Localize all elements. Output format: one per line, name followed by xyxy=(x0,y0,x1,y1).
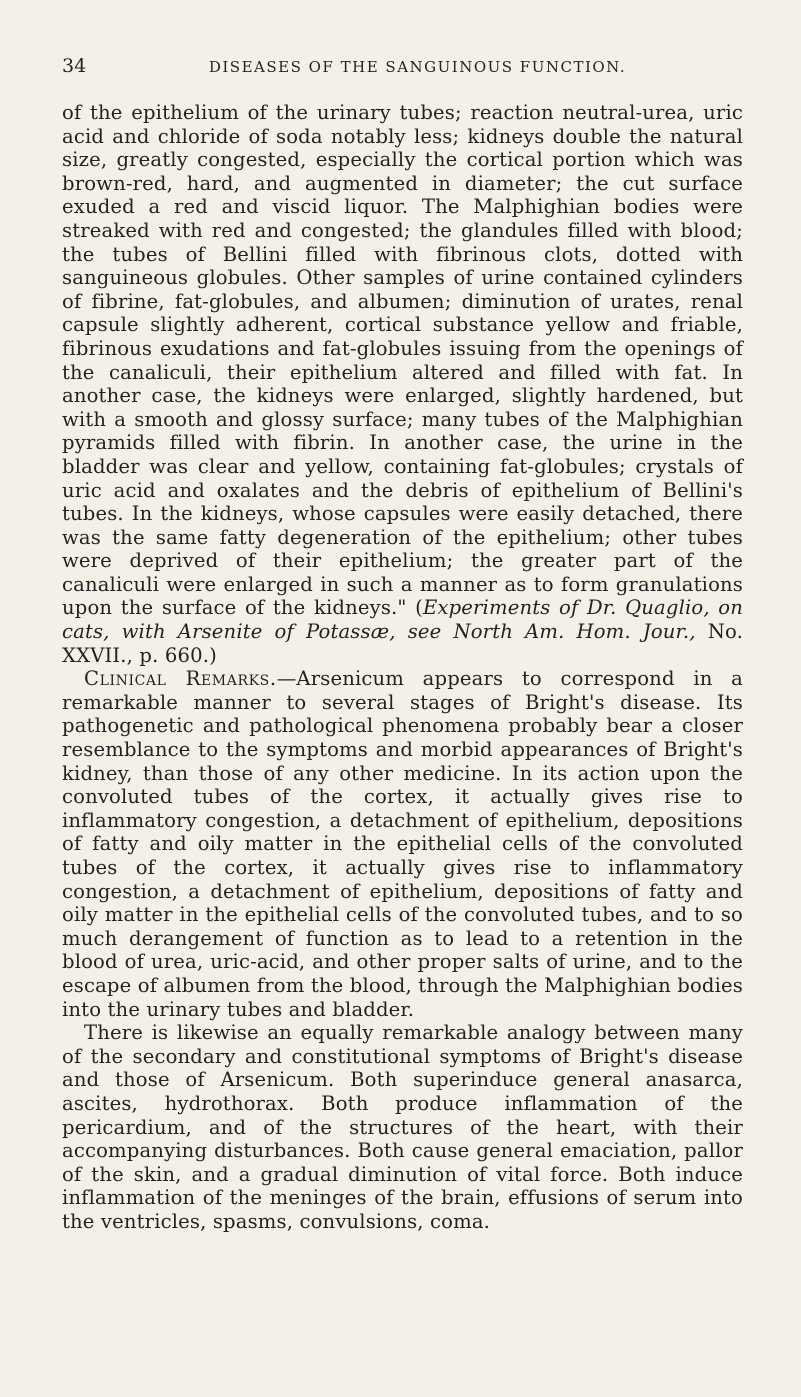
body-text xyxy=(62,101,743,1234)
citation-end: No. XXVII., p. 660.) xyxy=(62,620,743,667)
running-title: DISEASES OF THE SANGUINOUS FUNCTION. xyxy=(208,58,627,76)
paragraph-clinical-remarks xyxy=(62,667,743,1021)
paragraph-text: of the epithelium of the urinary tubes; reaction neutral-urea, uric acid and chloride of soda notably less; kidneys double the natural size, greatly congested, especially the cortical portion which was brown-red, hard, and augmented in diameter; the cut surface exuded a red and viscid liquor. The Malphighian bodies were streaked with red and congested; the glandules filled with blood; the tubes of Bellini filled with fibrinous clots, dotted with sanguineous globules. Other samples of urine contained cylinders of fibrine, fat-globules, and albumen; diminution of urates, renal capsule slightly adherent, cortical substance yellow and friable, fibrinous exudations and fat-globules issuing from the openings of the canaliculi, their epithelium altered and filled with fat. In another case, the kidneys were enlarged, slightly hardened, but with a smooth and glossy surface; many tubes of the Malphighian pyramids filled with fibrin. In another case, the urine in the bladder was clear and yellow, containing fat-globules; crystals of uric acid and oxalates and the debris of epithelium of Bellini's tubes. In the kidneys, whose capsules were easily detached, there was the same fatty degeneration of the epithelium; other tubes were deprived of their epithelium; the greater part of the canaliculi were enlarged in such a manner as to form granulations upon the surface of the kidneys." ( xyxy=(62,101,743,620)
citation: Experiments of Dr. Quaglio, on cats, with Arsenite of Potassæ, see North Am. Hom. Jour., xyxy=(62,596,744,644)
paragraph-text: There is likewise an equally remarkable analogy between many of the secondary and constitutional symptoms of Bright's disease and those of Arsenicum. Both superinduce general anasarca, ascites, hydrothorax. Both produce inflammation of the pericardium, and of the structures of the heart, with their accompanying disturbances. Both cause general emaciation, pallor of the skin, and a gradual diminution of vital force. Both induce inflammation of the meninges of the brain, effusions of serum into the ventricles, spasms, convulsions, coma. xyxy=(62,1021,743,1233)
page-number: 34 xyxy=(62,55,87,77)
paragraph-text: —Arsenicum appears to correspond in a remarkable manner to several stages of Bright's disease. Its pathogenetic and pathological phenomena probably bear a closer resemblance to the symptoms and morbid appearances of Bright's kidney, than those of any other medicine. In its action upon the convoluted tubes of the cortex, it actually gives rise to inflammatory congestion, a detachment of epithelium, depositions of fatty and oily matter in the epithelial cells of the convoluted tubes of the cortex, it actually gives rise to inflammatory congestion, a detachment of epithelium, depositions of fatty and oily matter in the epithelial cells of the convoluted tubes, and to so much derangement of function as to lead to a retention in the blood of urea, uric-acid, and other proper salts of urine, and to the escape of albumen from the blood, through the Malphighian bodies into the urinary tubes and bladder. xyxy=(62,667,744,1021)
running-head xyxy=(62,55,743,91)
paragraph-experiments xyxy=(62,101,743,667)
paragraph-analogy xyxy=(62,1021,743,1233)
section-heading: Clinical Remarks. xyxy=(84,667,277,691)
